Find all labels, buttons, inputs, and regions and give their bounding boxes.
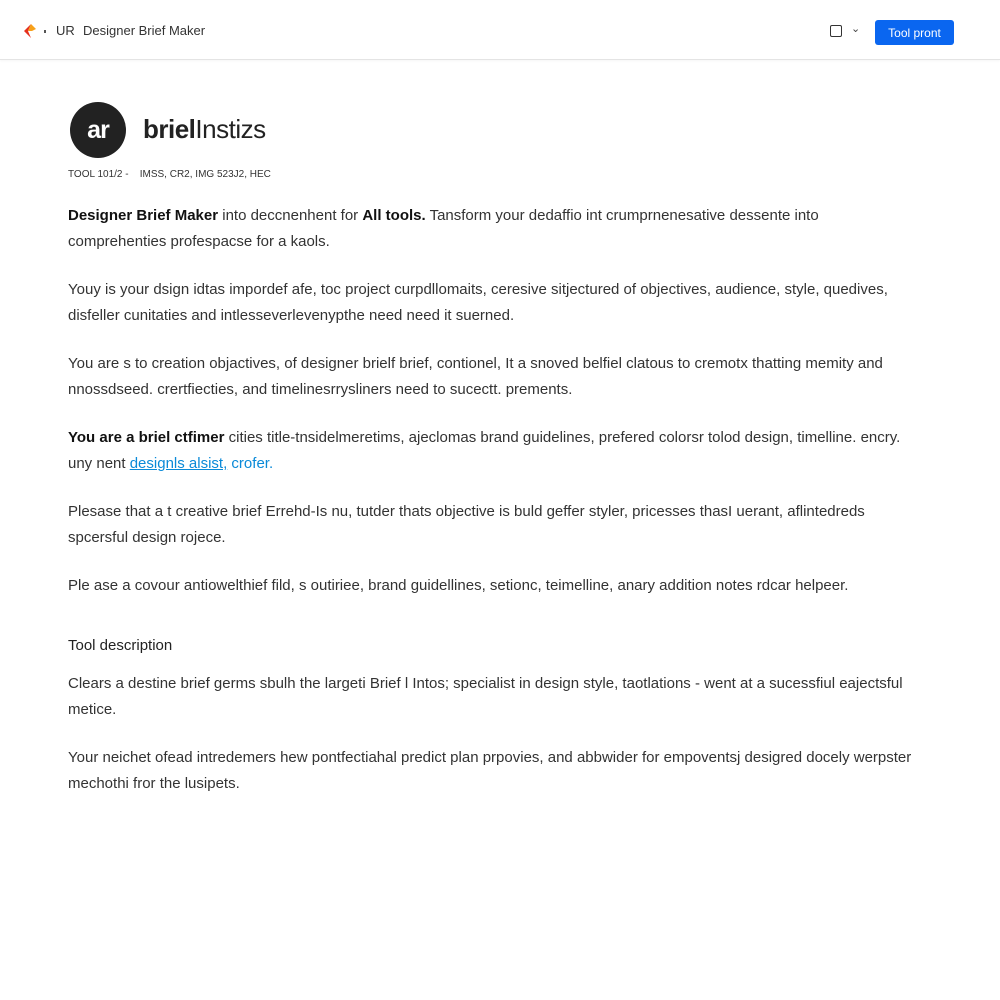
top-bar	[0, 0, 1000, 60]
primary-button[interactable]: Tool pront	[875, 20, 954, 45]
paragraph: Youy is your dsign idtas impordef afe, toc project curpdllomaits, ceresive sitjectured of objectives, audience, style, quedives, disfeller cunitaties and intlesseverlevenypthe need need it suerned.	[68, 281, 888, 324]
meta-right: IMSS, CR2, IMG 523J2, HEC	[139, 169, 271, 180]
meta-left: TOOL 101/2 -	[68, 169, 129, 180]
bold-text: You are a briel ctfimer	[68, 429, 225, 446]
inline-link[interactable]: designls alsist,	[129, 455, 228, 472]
paragraph: Plesase that a t creative brief Errehd-Is nu, tutder thats objective is buld geffer styler, pricesses thasI uerant, aflintedreds spcersful design rojece.	[68, 503, 865, 546]
paragraph	[68, 425, 918, 477]
profile-name-bold: briel	[143, 114, 196, 144]
text: into deccnenhent for	[218, 207, 363, 224]
profile-name-rest: Instizs	[195, 114, 266, 144]
avatar: ar	[70, 102, 126, 158]
breadcrumb-short[interactable]: UR	[56, 23, 75, 38]
paragraph: Ple ase a covour antiowelthief fild, s outiriee, brand guidellines, setionc, teimelline, anary addition notes rdcar helpeer.	[68, 577, 849, 594]
intro-paragraph	[68, 203, 918, 255]
paragraph: Clears a destine brief germs sbulh the largeti Brief l Intos; specialist in design style, taotlations - went at a sucessfiul eajectsful metice.	[68, 675, 903, 718]
bold-text: All tools.	[362, 207, 426, 224]
paragraph: Your neichet ofead intredemers hew pontfectiahal predict plan prpovies, and abbwider for empoventsj desigred docely werpster mechothi fror the lusipets.	[68, 749, 912, 792]
page-title: Designer Brief Maker	[83, 23, 206, 38]
profile-name	[143, 114, 266, 145]
app-logo-icon[interactable]	[24, 24, 36, 38]
chevron-down-icon[interactable]: ⌄	[851, 23, 861, 35]
link-text[interactable]: crofer.	[227, 455, 274, 472]
paragraph: You are s to creation objactives, of designer brielf brief, contionel, It a snoved belfiel clatous to cremotx thatting memity and nnossdseed. crertfiecties, and timelinesrrysliners need to sucectt. prements.	[68, 355, 883, 398]
section-heading: Tool description	[68, 637, 173, 654]
separator-dot	[44, 30, 46, 33]
profile-meta	[68, 169, 271, 180]
main-content	[68, 203, 918, 819]
external-link-icon[interactable]	[830, 25, 842, 37]
bold-text: Designer Brief Maker	[68, 207, 219, 224]
text: cities title-tnsidelmeretims, ajeclomas brand guidelines, prefered colorsr tolod design, timelline. encry. uny nent	[68, 429, 901, 472]
text: Tansform your dedaffio int crumprnenesative dessente into comprehenties profespacse for a kaols.	[68, 207, 819, 250]
